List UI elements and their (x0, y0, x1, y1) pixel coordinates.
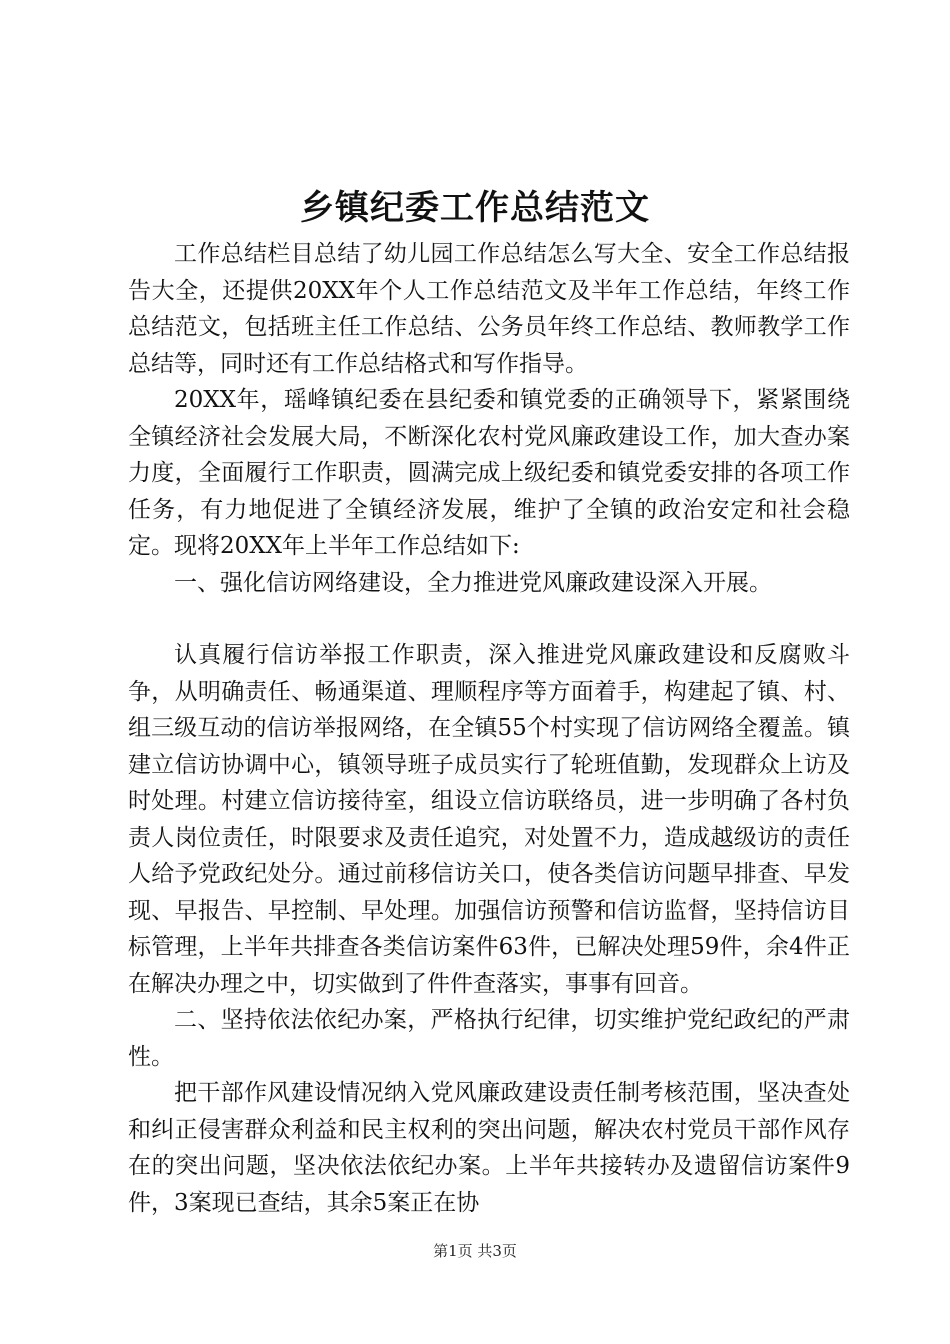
page-number-footer: 第1页 共3页 (433, 1242, 517, 1260)
paragraph-section-2: 把干部作风建设情况纳入党风廉政建设责任制考核范围，坚决查处和纠正侵害群众利益和民主权利的突出问题，解决农村党员干部作风存在的突出问题，坚决依法依纪办案。上半年共接转办及遗留信访案件9件，3案现已查结，其余5案正在协 (128, 1080, 850, 1216)
document-title: 乡镇纪委工作总结范文 (300, 188, 650, 228)
paragraph-section-1: 认真履行信访举报工作职责，深入推进党风廉政建设和反腐败斗争，从明确责任、畅通渠道、理顺程序等方面着手，构建起了镇、村、组三级互动的信访举报网络，在全镇55个村实现了信访网络全覆盖。镇建立信访协调中心，镇领导班子成员实行了轮班值勤，发现群众上访及时处理。村建立信访接待室，组设立信访联络员，进一步明确了各村负责人岗位责任，时限要求及责任追究，对处置不力，造成越级访的责任人给予党政纪处分。通过前移信访关口，使各类信访问题早排查、早发现、早报告、早控制、早处理。加强信访预警和信访监督，坚持信访目标管理，上半年共排查各类信访案件63件，已解决处理59件，余4件正在解决办理之中，切实做到了件件查落实，事事有回音。 (128, 642, 850, 997)
section-heading-1: 一、强化信访网络建设，全力推进党风廉政建设深入开展。 (174, 569, 772, 596)
paragraph-intro: 工作总结栏目总结了幼儿园工作总结怎么写大全、安全工作总结报告大全，还提供20XX年个人工作总结范文及半年工作总结，年终工作总结范文，包括班主任工作总结、公务员年终工作总结、教师教学工作总结等，同时还有工作总结格式和写作指导。 (128, 241, 850, 377)
section-heading-2: 二、坚持依法依纪办案，严格执行纪律，切实维护党纪政纪的严肃性。 (128, 1007, 850, 1070)
paragraph-overview: 20XX年，瑶峰镇纪委在县纪委和镇党委的正确领导下，紧紧围绕全镇经济社会发展大局，不断深化农村党风廉政建设工作，加大查办案力度，全面履行工作职责，圆满完成上级纪委和镇党委安排的各项工作任务，有力地促进了全镇经济发展，维护了全镇的政治安定和社会稳定。现将20XX年上半年工作总结如下: (128, 387, 850, 559)
document-body (128, 236, 850, 1221)
